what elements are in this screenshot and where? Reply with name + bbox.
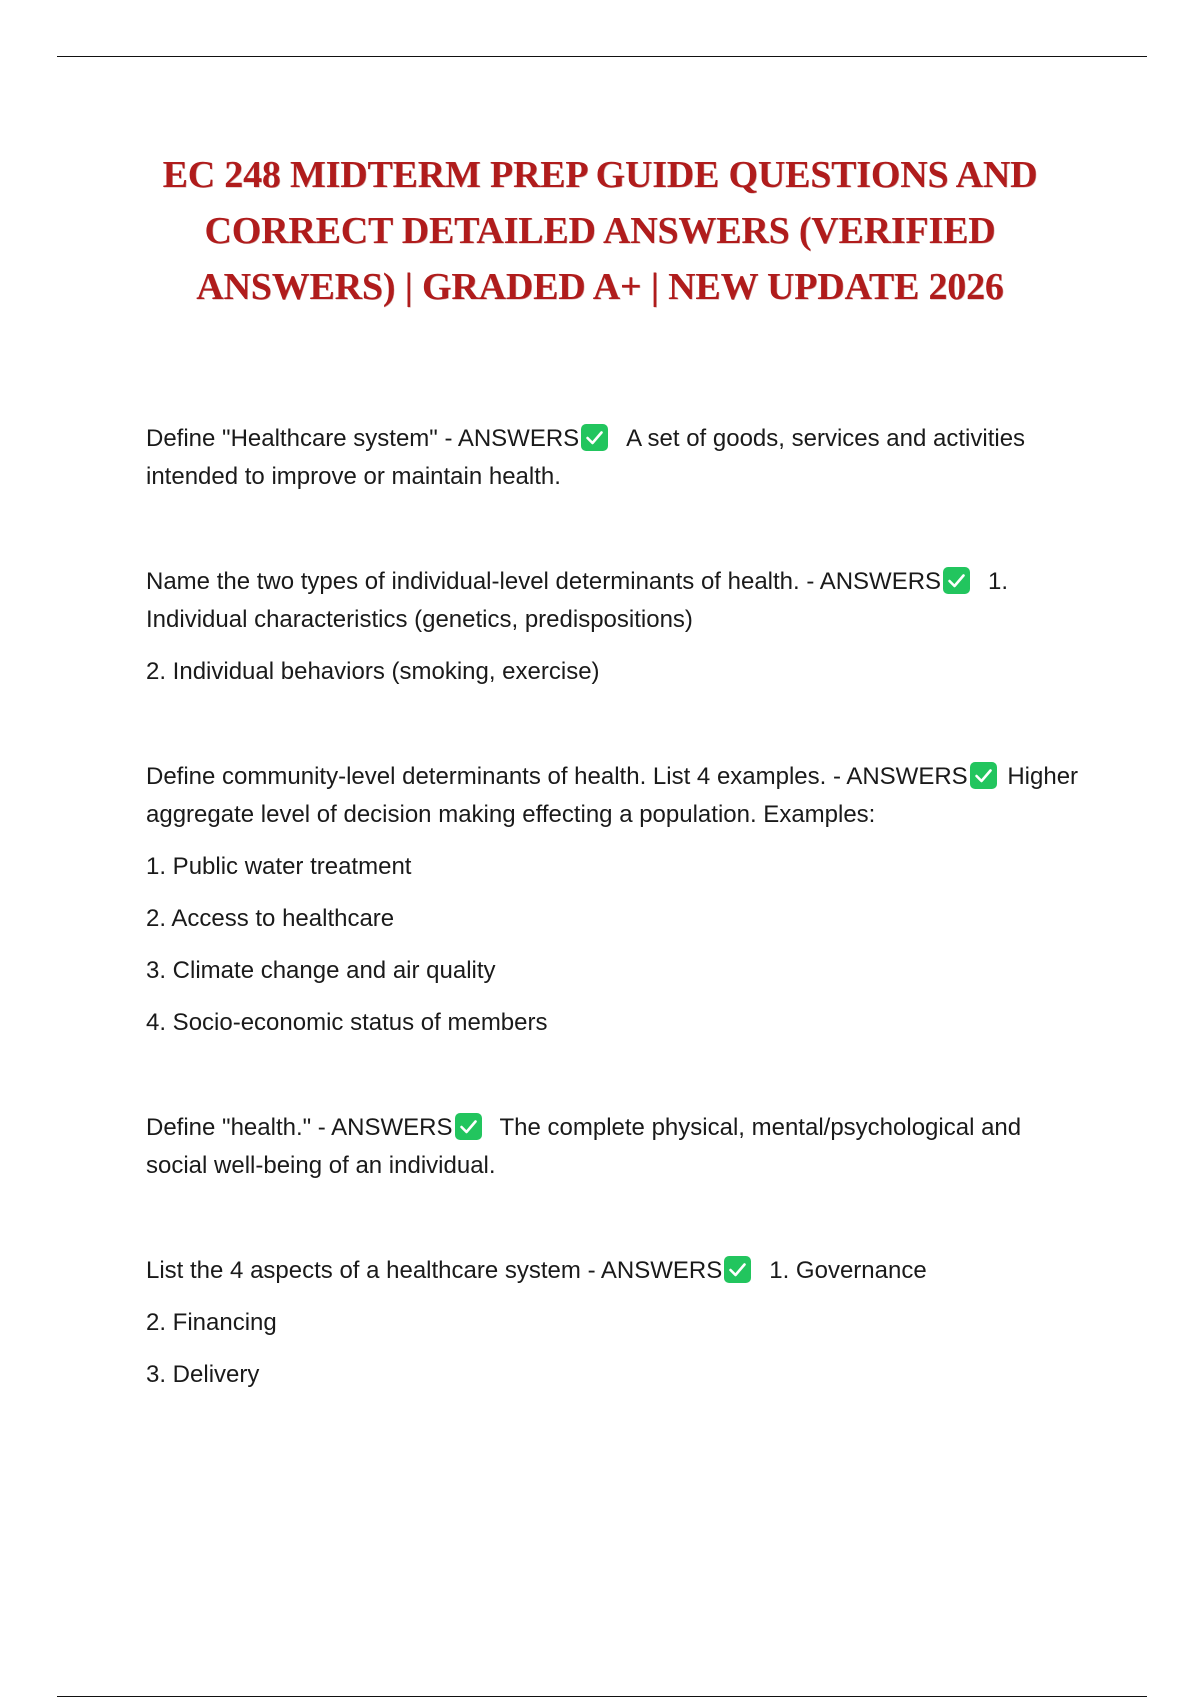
qa-paragraph (146, 758, 1086, 834)
qa-paragraph (146, 420, 1086, 496)
check-icon (581, 424, 608, 451)
qa-item-community-determinants (146, 758, 1086, 1042)
check-icon (970, 762, 997, 789)
check-icon (455, 1113, 482, 1140)
answer-list-item: 3. Delivery (146, 1361, 260, 1388)
answer-list-item: 2. Financing (146, 1309, 277, 1336)
answer-text: A set of goods, services and activities intended to improve or maintain health. (146, 425, 1026, 490)
top-rule (57, 56, 1147, 57)
answer-text: 1. Individual characteristics (genetics, predispositions) (146, 568, 1009, 633)
qa-item-individual-determinants (146, 563, 1086, 691)
qa-paragraph (146, 1109, 1086, 1185)
question-text: Define "Healthcare system" - ANSWERS (146, 425, 580, 452)
check-icon (943, 567, 970, 594)
qa-paragraph (146, 1252, 1086, 1290)
question-text: Define community-level determinants of health. List 4 examples. - ANSWERS (146, 763, 968, 790)
check-icon (724, 1256, 751, 1283)
document-title: EC 248 MIDTERM PREP GUIDE QUESTIONS AND CORRECT DETAILED ANSWERS (VERIFIED ANSWERS) | GRADED A+ | NEW UPDATE 2026 (162, 154, 1038, 308)
question-text: Define "health." - ANSWERS (146, 1114, 453, 1141)
answer-list-item: 4. Socio-economic status of members (146, 1009, 548, 1036)
bottom-rule (57, 1696, 1147, 1697)
answer-list-item: 2. Access to healthcare (146, 905, 395, 932)
answer-text: 1. Governance (769, 1257, 927, 1284)
question-text: Name the two types of individual-level determinants of health. - ANSWERS (146, 568, 942, 595)
answer-text: The complete physical, mental/psychological and social well-being of an individual. (146, 1114, 1022, 1179)
question-text: List the 4 aspects of a healthcare system - ANSWERS (146, 1257, 723, 1284)
qa-paragraph (146, 563, 1086, 639)
qa-item-healthcare-system (146, 420, 1086, 496)
answer-list-item: 1. Public water treatment (146, 853, 412, 880)
answer-list-item: 3. Climate change and air quality (146, 957, 496, 984)
answer-list-item: 2. Individual behaviors (smoking, exercise) (146, 658, 600, 685)
qa-item-healthcare-aspects (146, 1252, 1086, 1394)
answer-text: Higher aggregate level of decision making effecting a population. Examples: (146, 763, 1079, 828)
qa-list (146, 420, 1086, 1394)
qa-item-health-definition (146, 1109, 1086, 1185)
